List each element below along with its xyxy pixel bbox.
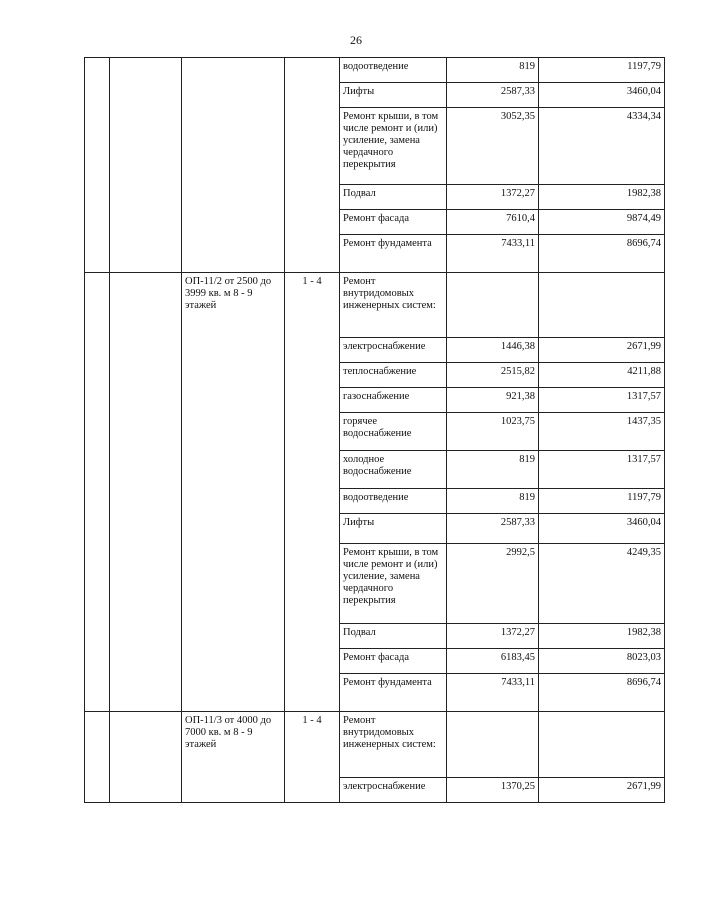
work-type-cell: Ремонт внутридомовых инженерных систем: — [340, 712, 447, 778]
max-cost-value-cell: 9874,49 — [539, 210, 665, 235]
cost-value-cell: 819 — [447, 58, 539, 83]
max-cost-value-cell: 4211,88 — [539, 363, 665, 388]
cost-value-cell: 2515,82 — [447, 363, 539, 388]
category-cell: 1 - 4 — [285, 712, 340, 803]
table-row — [85, 58, 665, 83]
work-type-cell: Ремонт внутридомовых инженерных систем: — [340, 273, 447, 338]
max-cost-value-cell: 8023,03 — [539, 649, 665, 674]
category-cell: 1 - 4 — [285, 273, 340, 712]
cost-value-cell: 819 — [447, 489, 539, 514]
max-cost-value-cell: 1197,79 — [539, 58, 665, 83]
work-type-cell: водоотведение — [340, 489, 447, 514]
max-cost-value-cell: 2671,99 — [539, 338, 665, 363]
work-type-cell: Ремонт фундамента — [340, 674, 447, 712]
cost-value-cell: 1372,27 — [447, 185, 539, 210]
page-number: 26 — [350, 33, 362, 47]
object-type-cell — [182, 58, 285, 273]
group-cell — [110, 58, 182, 273]
row-index-cell — [85, 712, 110, 803]
work-type-cell: водоотведение — [340, 58, 447, 83]
work-type-cell: газоснабжение — [340, 388, 447, 413]
work-type-cell: Ремонт крыши, в том числе ремонт и (или) усиление, замена чердачного перекрытия — [340, 544, 447, 624]
row-index-cell — [85, 58, 110, 273]
max-cost-value-cell: 1982,38 — [539, 624, 665, 649]
cost-value-cell: 1372,27 — [447, 624, 539, 649]
max-cost-value-cell: 8696,74 — [539, 235, 665, 273]
work-type-cell: электроснабжение — [340, 338, 447, 363]
cost-value-cell — [447, 712, 539, 778]
max-cost-value-cell: 3460,04 — [539, 514, 665, 544]
cost-value-cell: 7610,4 — [447, 210, 539, 235]
work-type-cell: Ремонт фасада — [340, 649, 447, 674]
price-table-body — [85, 58, 665, 803]
max-cost-value-cell: 1317,57 — [539, 451, 665, 489]
row-index-cell — [85, 273, 110, 712]
cost-value-cell: 2587,33 — [447, 83, 539, 108]
max-cost-value-cell: 1437,35 — [539, 413, 665, 451]
max-cost-value-cell: 3460,04 — [539, 83, 665, 108]
max-cost-value-cell: 4249,35 — [539, 544, 665, 624]
work-type-cell: Ремонт фасада — [340, 210, 447, 235]
price-table — [84, 57, 665, 803]
max-cost-value-cell — [539, 712, 665, 778]
max-cost-value-cell: 2671,99 — [539, 778, 665, 803]
work-type-cell: горячее водоснабжение — [340, 413, 447, 451]
cost-value-cell: 3052,35 — [447, 108, 539, 185]
cost-value-cell: 1446,38 — [447, 338, 539, 363]
cost-value-cell: 921,38 — [447, 388, 539, 413]
max-cost-value-cell: 1982,38 — [539, 185, 665, 210]
object-type-cell: ОП-11/3 от 4000 до 7000 кв. м 8 - 9 этажей — [182, 712, 285, 803]
work-type-cell: теплоснабжение — [340, 363, 447, 388]
work-type-cell: Ремонт фундамента — [340, 235, 447, 273]
max-cost-value-cell: 8696,74 — [539, 674, 665, 712]
cost-value-cell: 7433,11 — [447, 235, 539, 273]
cost-value-cell: 2587,33 — [447, 514, 539, 544]
object-type-cell: ОП-11/2 от 2500 до 3999 кв. м 8 - 9 этажей — [182, 273, 285, 712]
work-type-cell: Подвал — [340, 185, 447, 210]
cost-value-cell: 1370,25 — [447, 778, 539, 803]
group-cell — [110, 712, 182, 803]
work-type-cell: Подвал — [340, 624, 447, 649]
cost-value-cell: 819 — [447, 451, 539, 489]
cost-value-cell — [447, 273, 539, 338]
max-cost-value-cell — [539, 273, 665, 338]
work-type-cell: Ремонт крыши, в том числе ремонт и (или) усиление, замена чердачного перекрытия — [340, 108, 447, 185]
max-cost-value-cell: 4334,34 — [539, 108, 665, 185]
table-row — [85, 712, 665, 778]
work-type-cell: холодное водоснабжение — [340, 451, 447, 489]
cost-value-cell: 2992,5 — [447, 544, 539, 624]
cost-value-cell: 1023,75 — [447, 413, 539, 451]
category-cell — [285, 58, 340, 273]
cost-value-cell: 6183,45 — [447, 649, 539, 674]
work-type-cell: Лифты — [340, 514, 447, 544]
max-cost-value-cell: 1197,79 — [539, 489, 665, 514]
table-row — [85, 273, 665, 338]
work-type-cell: электроснабжение — [340, 778, 447, 803]
group-cell — [110, 273, 182, 712]
cost-value-cell: 7433,11 — [447, 674, 539, 712]
max-cost-value-cell: 1317,57 — [539, 388, 665, 413]
work-type-cell: Лифты — [340, 83, 447, 108]
